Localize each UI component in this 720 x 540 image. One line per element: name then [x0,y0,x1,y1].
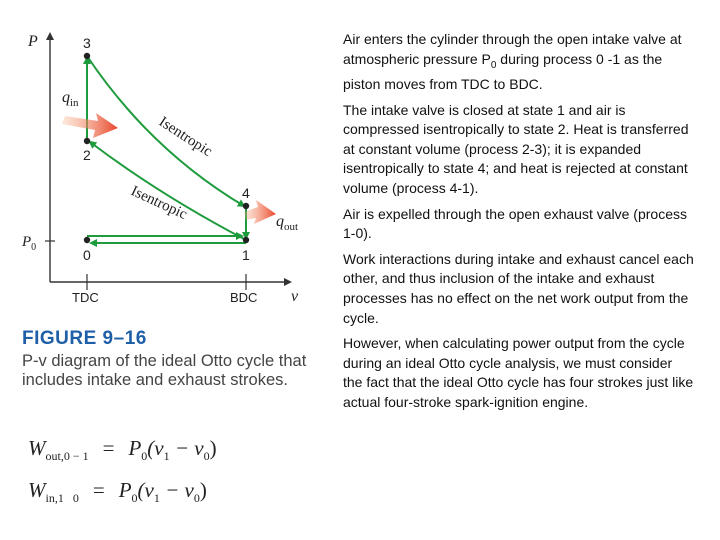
paragraph-work-interactions: Work interactions during intake and exhaust cancel each other, and thus inclusion of the intake and exhaust processes has no effect on the net work output from the cycle. [343,250,694,326]
q-out-label: $q_{out}$ [276,213,299,233]
paragraph-compression: The intake valve is closed at state 1 and air is compressed isentropically to state 2. Heat is transferred at constant volume (process 2-3); it is expanded isentropically to state 4; and heat is rejected at constant volume (process 4-1). [343,101,689,196]
paragraph-intake: Air enters the cylinder through the open intake valve at atmospheric pressure $P_0$ during process 0 -1 as the piston moves from TDC to BDC. [343,31,682,92]
equation-work-out: $W_{out,0 - 1} = P_0(v_1 - v_0)$ [28,436,217,464]
pv-diagram [0,0,330,330]
heat-in-arrow [62,113,118,138]
bdc-label: BDC [230,290,258,305]
p-axis-label: P [28,33,38,50]
v-axis-label: v [291,288,299,305]
state-label-4: 4 [242,185,250,201]
q-in-label: $q_{in}$ [62,89,79,109]
paragraph-power-output: However, when calculating power output from the cycle during an ideal Otto cycle analysis, we must consider the fact that the ideal Otto cycle has four strokes just like actual four-stroke spark-ignition engine. [343,335,694,410]
pv-diagram-figure [0,0,330,540]
state-point-0 [84,237,90,243]
state-label-1: 1 [242,247,250,263]
state-point-1 [243,237,249,243]
isentropic-upper-label: Isentropic [155,113,215,161]
state-point-4 [243,203,249,209]
explanation-text-panel [343,30,695,418]
state-point-3 [84,53,90,59]
state-point-2 [84,138,90,144]
process-1-2-isentropic [90,142,246,240]
paragraph-exhaust: Air is expelled through the open exhaust valve (process 1-0). [343,205,687,242]
state-label-2: 2 [83,147,91,163]
isentropic-lower-label: Isentropic [128,183,190,223]
heat-out-arrow [244,200,276,224]
tdc-label: TDC [72,290,99,305]
figure-caption-text: P-v diagram of the ideal Otto cycle that includes intake and exhaust strokes. [22,352,307,389]
state-label-3: 3 [83,35,91,51]
state-label-0: 0 [83,247,91,263]
figure-caption-title: FIGURE 9–16 [22,328,147,349]
equation-work-in: $W_{in,1 0} = P_0(v_1 - v_0)$ [28,478,207,506]
p0-label: $P_0$ [22,234,37,253]
